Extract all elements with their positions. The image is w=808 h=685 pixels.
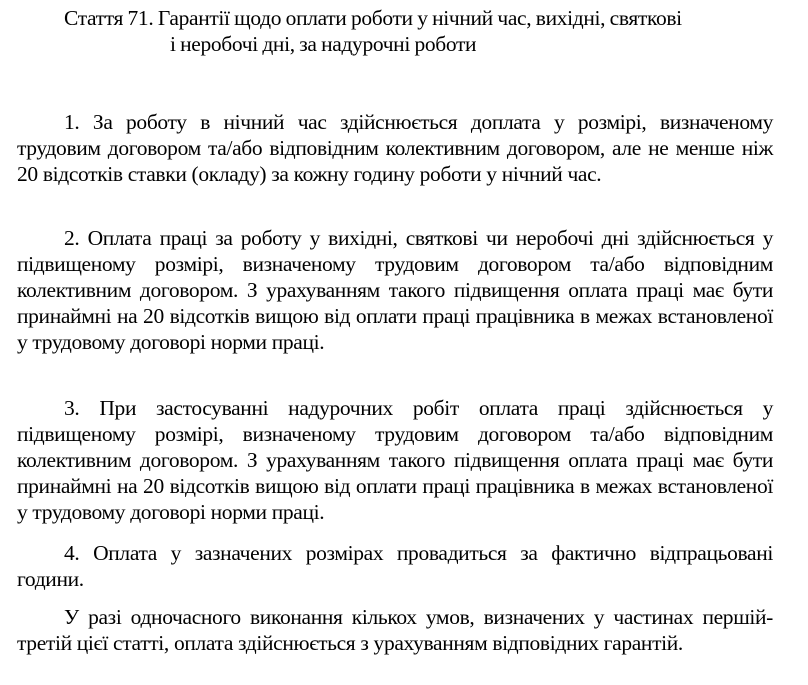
paragraph-2-weekend-holiday-pay: 2. Оплата праці за роботу у вихідні, святкові чи неробочі дні здійснюється у підвищеному розмірі, визначеному трудовим договором та/або відповідним колективним договором. З урахуванням такого підвищення оплата праці має бути принаймні на 20 відсотків вищою від оплати праці працівника в межах встановленої у трудовому договорі норми праці. xyxy=(17,225,773,354)
article-title xyxy=(64,5,784,57)
paragraph-1-night-work-pay: 1. За роботу в нічний час здійснюється доплата у розмірі, визначеному трудовим договором та/або відповідним колективним договором, але не менше ніж 20 відсотків ставки (окладу) за кожну годину роботи у нічний час. xyxy=(17,109,773,186)
paragraph-4-actual-hours: 4. Оплата у зазначених розмірах провадиться за фактично відпрацьовані години. xyxy=(17,540,773,591)
article-title-line-1: Стаття 71. Гарантії щодо оплати роботи у нічний час, вихідні, святкові xyxy=(64,6,682,30)
paragraph-3-overtime-pay: 3. При застосуванні надурочних робіт оплата праці здійснюється у підвищеному розмірі, визначеному трудовим договором та/або відповідним колективним договором. З урахуванням такого підвищення оплата праці має бути принаймні на 20 відсотків вищою від оплати праці працівника в межах встановленої у трудовому договорі норми праці. xyxy=(17,395,773,524)
paragraph-5-multiple-conditions: У разі одночасного виконання кількох умов, визначених у частинах першій-третій цієї статті, оплата здійснюється з урахуванням відповідних гарантій. xyxy=(17,604,773,655)
article-title-line-2: і неробочі дні, за надурочні роботи xyxy=(170,32,477,56)
